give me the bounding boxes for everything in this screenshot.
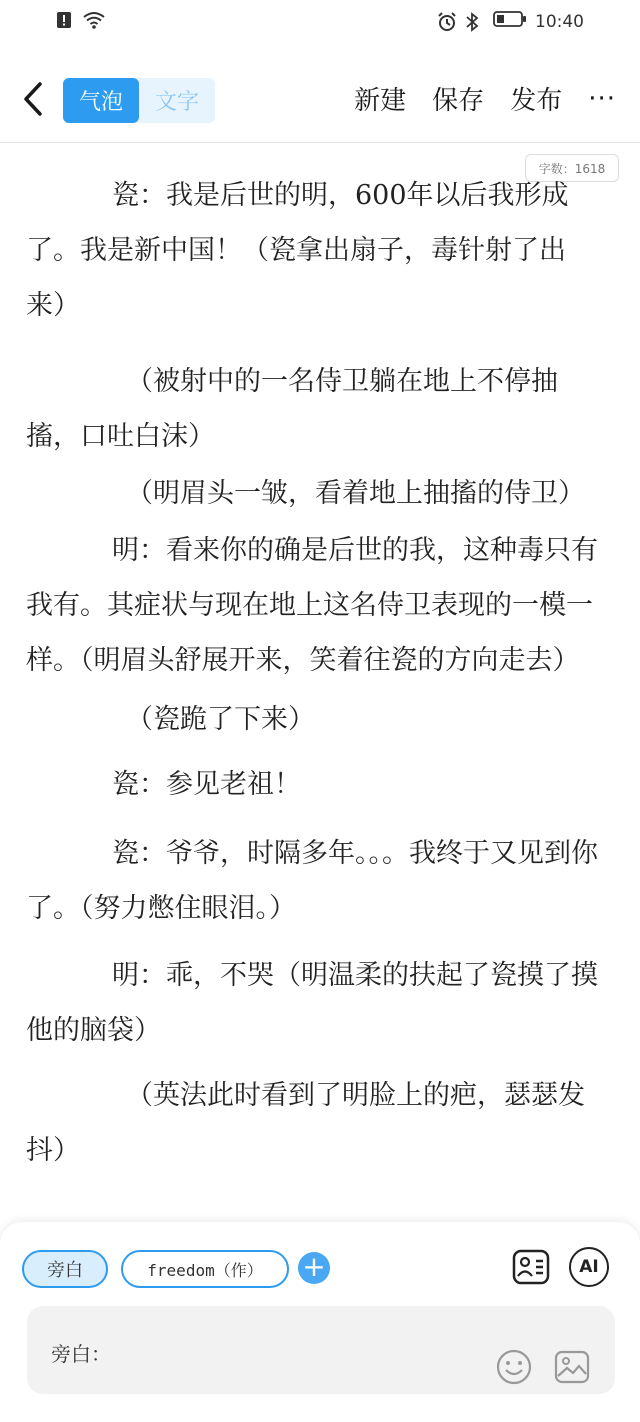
editor-header — [0, 62, 640, 140]
message-input[interactable] — [123, 1330, 483, 1370]
contact-card-icon — [511, 1247, 551, 1287]
new-button[interactable]: 新建 — [354, 86, 407, 116]
script-content[interactable] — [26, 168, 601, 1223]
paragraph: （英法此时看到了明脸上的疤，瑟瑟发抖） — [26, 1080, 585, 1166]
save-button[interactable]: 保存 — [432, 86, 485, 116]
paragraph: 瓷：参见老祖！ — [112, 769, 301, 800]
contacts-button[interactable] — [510, 1246, 552, 1288]
chevron-left-icon — [22, 81, 44, 117]
mode-segmented-control — [63, 78, 215, 123]
paragraph: 瓷：我是后世的明，600年以后我形成了。我是新中国！（瓷拿出扇子，毒针射了出来） — [26, 180, 569, 321]
emoji-icon — [495, 1348, 533, 1386]
alert-icon — [54, 10, 74, 30]
input-panel — [0, 1222, 640, 1422]
image-button[interactable] — [553, 1348, 591, 1386]
role-chip-narrator[interactable]: 旁白 — [22, 1250, 108, 1288]
paragraph: （瓷跪了下来） — [126, 704, 315, 735]
paragraph: 瓷：爷爷，时隔多年。。。我终于又见到你了。（努力憋住眼泪。） — [26, 838, 598, 924]
status-bar — [0, 0, 640, 44]
more-options-button[interactable]: ··· — [588, 83, 616, 114]
publish-button[interactable]: 发布 — [510, 86, 563, 116]
paragraph: 明：乖，不哭（明温柔的扶起了瓷摸了摸他的脑袋） — [26, 960, 598, 1046]
tab-bubble[interactable]: 气泡 — [63, 78, 139, 123]
ai-label: AI — [569, 1247, 609, 1287]
message-input-box[interactable] — [27, 1306, 615, 1394]
header-divider — [0, 142, 640, 143]
emoji-button[interactable] — [495, 1348, 533, 1386]
role-chip-user[interactable]: freedom（作） — [121, 1250, 289, 1288]
status-time: 10:40 — [535, 11, 584, 32]
image-icon — [553, 1348, 591, 1386]
paragraph: 明：看来你的确是后世的我，这种毒只有我有。其症状与现在地上这名侍卫表现的一模一样。（明眉头舒展开来，笑着往瓷的方向走去） — [26, 535, 598, 676]
wifi-icon — [82, 10, 102, 30]
ai-button[interactable] — [568, 1246, 610, 1288]
alarm-icon — [437, 12, 457, 32]
back-button[interactable] — [16, 78, 50, 120]
paragraph: （明眉头一皱，看着地上抽搐的侍卫） — [126, 478, 585, 509]
tab-text[interactable]: 文字 — [154, 90, 199, 115]
add-role-button[interactable]: + — [298, 1252, 330, 1284]
battery-icon — [493, 10, 527, 33]
paragraph: （被射中的一名侍卫躺在地上不停抽搐，口吐白沫） — [26, 366, 558, 452]
word-count-badge: 字数：1618 — [525, 154, 619, 182]
input-role-label: 旁白： — [51, 1342, 111, 1366]
bluetooth-icon — [465, 12, 485, 32]
